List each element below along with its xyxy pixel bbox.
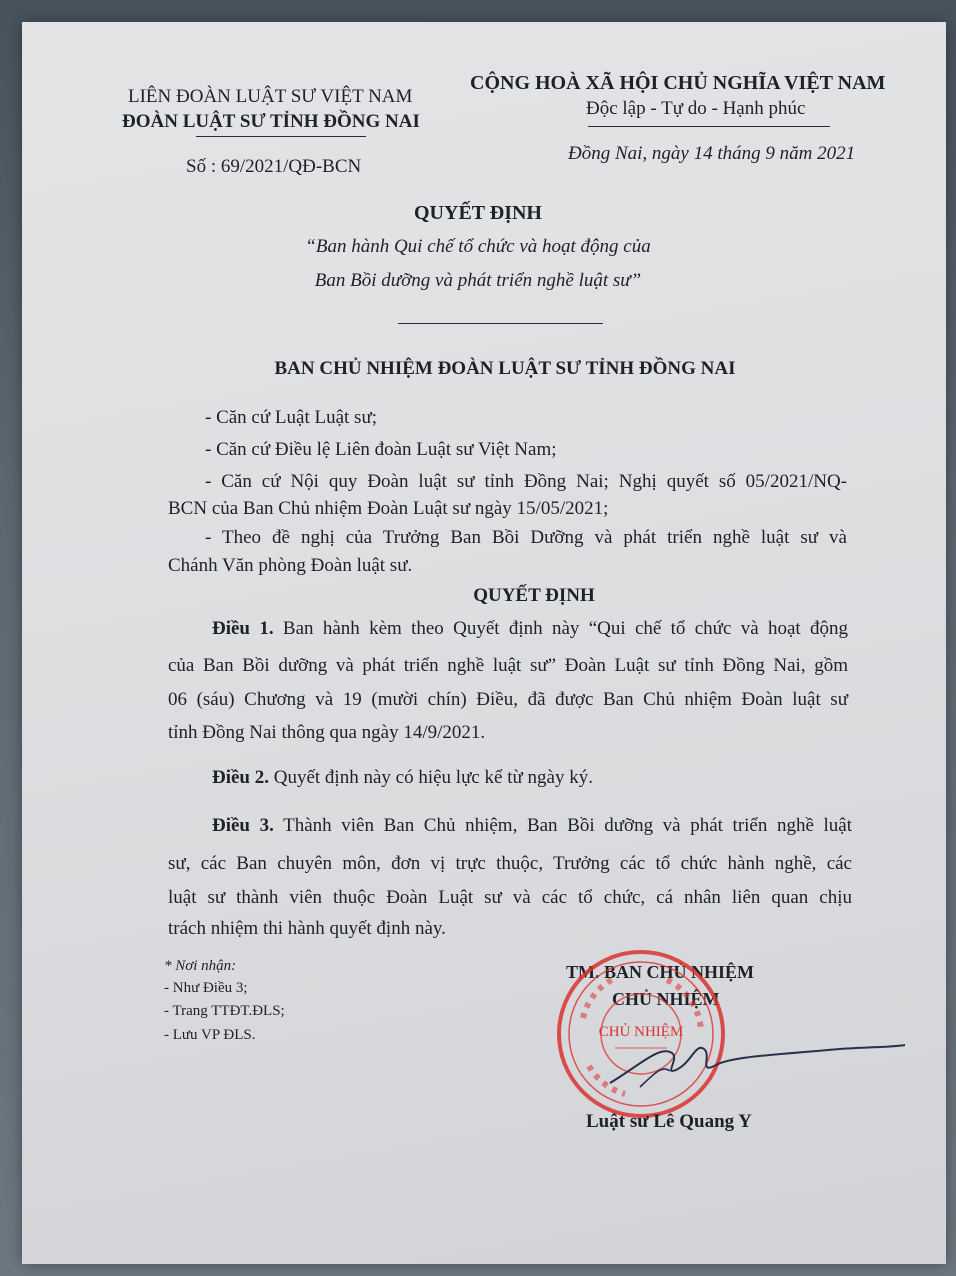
article-2-text: Quyết định này có hiệu lực kể từ ngày ký.: [269, 767, 593, 788]
article-3-line2: sư, các Ban chuyên môn, đơn vị trực thuộc, Trưởng các tổ chức hành nghề, các: [168, 853, 852, 874]
document-subtitle-line1: “Ban hành Qui chế tổ chức và hoạt động của: [305, 236, 651, 257]
article-1-line2: của Ban Bồi dưỡng và phát triển nghề luật sư” Đoàn Luật sư tỉnh Đồng Nai, gồm: [168, 655, 848, 676]
article-3-label: Điều 3.: [212, 815, 274, 836]
article-2-line1: [212, 767, 593, 789]
article-1-line1: [212, 618, 848, 640]
org-name-national: LIÊN ĐOÀN LUẬT SƯ VIỆT NAM: [128, 86, 413, 107]
article-3-line4: trách nhiệm thi hành quyết định này.: [168, 918, 446, 939]
handwritten-signature: [600, 1025, 910, 1095]
org-underline: [196, 136, 366, 137]
place-and-date: Đồng Nai, ngày 14 tháng 9 năm 2021: [568, 143, 856, 164]
signature-position: CHỦ NHIỆM: [612, 989, 720, 1009]
seal-center-text: CHỦ NHIỆM: [598, 1024, 684, 1040]
article-3-line1: [212, 815, 852, 837]
recipients-heading: * Nơi nhận:: [164, 958, 237, 974]
legal-ground-3-line1: - Căn cứ Nội quy Đoàn luật sư tỉnh Đồng Nai; Nghị quyết số 05/2021/NQ-: [205, 471, 847, 492]
document-title: QUYẾT ĐỊNH: [414, 202, 542, 224]
article-1-label: Điều 1.: [212, 618, 274, 639]
recipient-3: - Lưu VP ĐLS.: [164, 1027, 256, 1043]
country-name: CỘNG HOÀ XÃ HỘI CHỦ NGHĨA VIỆT NAM: [470, 72, 886, 94]
article-1-text: Ban hành kèm theo Quyết định này “Qui chế tổ chức và hoạt động: [273, 618, 849, 639]
legal-ground-1: - Căn cứ Luật Luật sư;: [205, 407, 378, 428]
document-number: Số : 69/2021/QĐ-BCN: [186, 156, 362, 177]
document-subtitle-line2: Ban Bồi dưỡng và phát triển nghề luật sư”: [314, 270, 642, 291]
recipient-2: - Trang TTĐT.ĐLS;: [164, 1003, 285, 1019]
issuing-body: BAN CHỦ NHIỆM ĐOÀN LUẬT SƯ TỈNH ĐỒNG NAI: [274, 358, 736, 379]
national-motto: Độc lập - Tự do - Hạnh phúc: [586, 98, 806, 119]
recipient-1: - Như Điều 3;: [164, 980, 248, 996]
org-name-provincial: ĐOÀN LUẬT SƯ TỈNH ĐỒNG NAI: [122, 111, 420, 132]
signature-on-behalf: TM. BAN CHỦ NHIỆM: [566, 962, 754, 982]
motto-underline: [588, 126, 830, 127]
legal-ground-3-line2: BCN của Ban Chủ nhiệm Đoàn Luật sư ngày 15/05/2021;: [168, 498, 609, 519]
article-1-line4: tỉnh Đồng Nai thông qua ngày 14/9/2021.: [168, 722, 486, 743]
article-3-text: Thành viên Ban Chủ nhiệm, Ban Bồi dưỡng và phát triển nghề luật: [273, 815, 852, 836]
legal-ground-4-line2: Chánh Văn phòng Đoàn luật sư.: [168, 555, 413, 576]
decision-heading: QUYẾT ĐỊNH: [473, 585, 595, 606]
legal-ground-2: - Căn cứ Điều lệ Liên đoàn Luật sư Việt Nam;: [205, 439, 557, 460]
legal-ground-4-line1: - Theo đề nghị của Trưởng Ban Bồi Dưỡng và phát triển nghề luật sư và: [205, 527, 847, 548]
title-divider: [398, 323, 603, 324]
article-2-label: Điều 2.: [212, 767, 269, 788]
signer-name: Luật sư Lê Quang Y: [586, 1111, 752, 1132]
article-3-line3: luật sư thành viên thuộc Đoàn Luật sư và các tổ chức, cá nhân liên quan chịu: [168, 887, 852, 908]
article-1-line3: 06 (sáu) Chương và 19 (mười chín) Điều, đã được Ban Chủ nhiệm Đoàn luật sư: [168, 689, 848, 710]
